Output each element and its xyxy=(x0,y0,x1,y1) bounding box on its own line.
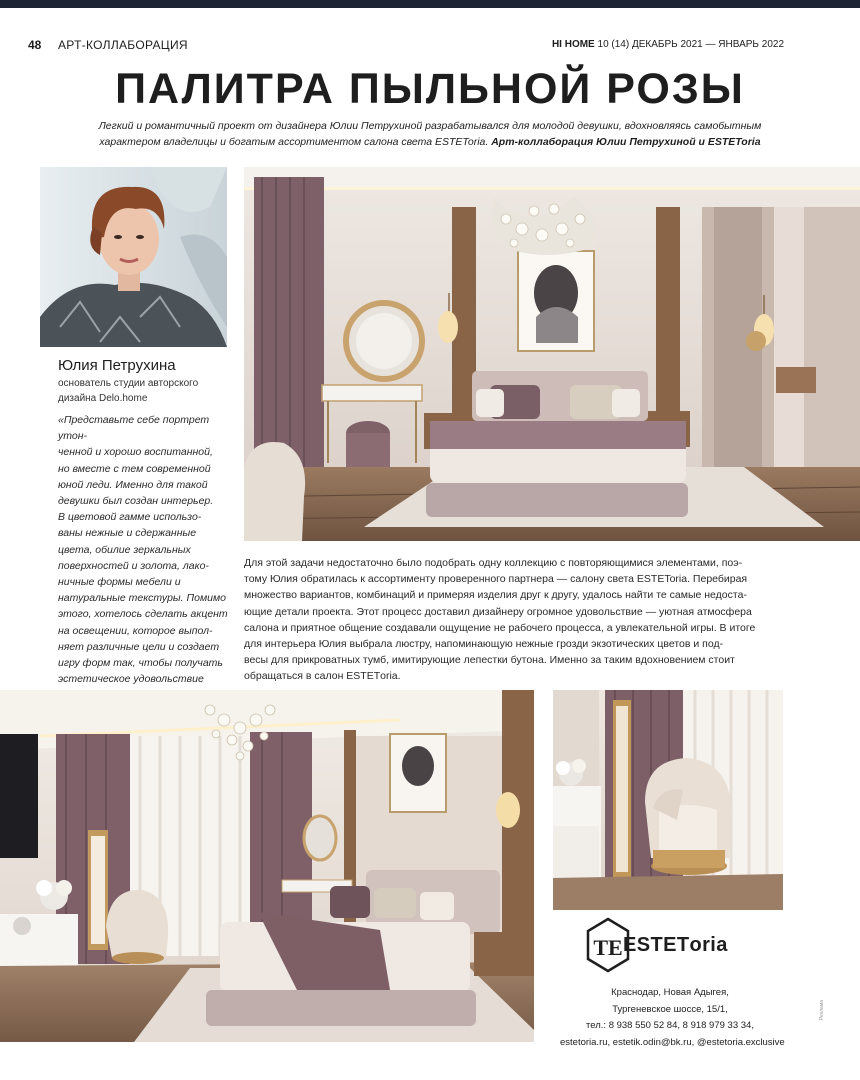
top-bar xyxy=(0,0,860,8)
body-line: множество вариантов, комбинаций и примеряя изделия друг к другу, удалось найти те самые недоста- xyxy=(244,589,747,602)
quote-line: на освещении, которое выпол- xyxy=(58,624,213,637)
quote-line: ченной и хорошо воспитанной, xyxy=(58,446,213,459)
magazine-name: HI HOME xyxy=(551,39,595,50)
article-body xyxy=(244,555,786,685)
designer-portrait xyxy=(40,167,227,347)
quote-line: В цветовой гамме использо- xyxy=(58,511,202,524)
quote-line: «Представьте себе портрет утон- xyxy=(58,414,210,443)
lead-line-2-text: характером владелицы и богатым ассортиментом салона света ESTEToria. xyxy=(99,136,489,148)
bedroom-photo-main xyxy=(244,167,860,541)
designer-quote xyxy=(58,412,236,704)
body-line: Для этой задачи недостаточно было подобрать одну коллекцию с повторяющимися элементами, поэ- xyxy=(244,557,743,569)
brand-name: ESTETоria xyxy=(623,934,728,956)
page-number: 48 xyxy=(28,38,42,52)
quote-line: няет различные цели и создает xyxy=(58,640,220,653)
body-line: весы для прикроватных тумб, имитирующие лепестки бутона. Именно за таким вдохновением стоит xyxy=(244,654,735,667)
quote-line: цвета, обилие зеркальных xyxy=(58,543,191,556)
body-line: обращаться в салон ESTETоria. xyxy=(244,670,401,683)
issue-info xyxy=(552,39,784,50)
designer-role-line: основатель студии авторского xyxy=(58,378,199,389)
lead-line-1: Легкий и романтичный проект от дизайнера Юлии Петрухиной разрабатывался для молодой девушки, вдохновляясь самобытным xyxy=(98,120,762,132)
armchair-photo xyxy=(553,690,783,910)
phone-line: тел.: 8 938 550 52 84, 8 918 979 33 34, xyxy=(586,1020,754,1031)
designer-role xyxy=(58,376,218,406)
lead-line-2-bold: Арт-коллаборация Юлии Петрухиной и ESTEToria xyxy=(491,136,761,148)
issue-date: 10 (14) ДЕКАБРЬ 2021 — ЯНВАРЬ 2022 xyxy=(597,39,784,50)
quote-line: этого, хотелось сделать акцент xyxy=(58,608,228,621)
quote-line: игру форм так, чтобы получать xyxy=(58,657,223,670)
partner-address xyxy=(560,985,785,1051)
quote-line: ваны нежные и сдержанные xyxy=(58,527,197,540)
quote-line: эстетическое удовольствие xyxy=(58,673,204,686)
quote-line: натуральные текстуры. Помимо xyxy=(58,592,227,605)
body-line: ющие детали проекта. Этот процесс доставил дизайнеру огромное удовольствие — уютная атмосфера xyxy=(244,605,752,618)
article-lead xyxy=(92,118,768,150)
body-line: тому Юлия обратилась к ассортименту проверенного партнера — салону света ESTEToria. Перебирая xyxy=(244,573,748,586)
lead-line-2 xyxy=(92,134,768,150)
designer-name: Юлия Петрухина xyxy=(58,357,176,374)
quote-line: девушки был создан интерьер. xyxy=(58,495,214,508)
body-line: для интерьера Юлия выбрала люстру, напоминающую нежные грозди экзотических цветов и под- xyxy=(244,638,724,651)
quote-line: но вместе с тем современной xyxy=(58,462,211,475)
address-line: Краснодар, Новая Адыгея, xyxy=(611,987,729,998)
ad-marker: Реклама xyxy=(819,999,825,1020)
article-title: ПАЛИТРА ПЫЛЬНОЙ РОЗЫ xyxy=(115,65,745,113)
address-line: Тургеневское шоссе, 15/1, xyxy=(612,1003,728,1015)
quote-line: поверхностей и золота, лако- xyxy=(58,559,209,572)
logo-letters: TE xyxy=(593,935,623,960)
body-line: салона и приятное общение создавали ощущение не рабочего процесса, а увлекательной игры. В итоге xyxy=(244,621,756,634)
designer-role-line: дизайна Delo.home xyxy=(58,393,148,404)
quote-line: ничные формы мебели и xyxy=(58,576,181,589)
quote-line: юной леди. Именно для такой xyxy=(58,478,208,491)
bedroom-photo-bottom xyxy=(0,690,534,1042)
section-label: АРТ-КОЛЛАБОРАЦИЯ xyxy=(58,38,188,52)
contacts-line: estetoria.ru, estetik.odin@bk.ru, @estetoria.exclusive xyxy=(560,1036,785,1048)
